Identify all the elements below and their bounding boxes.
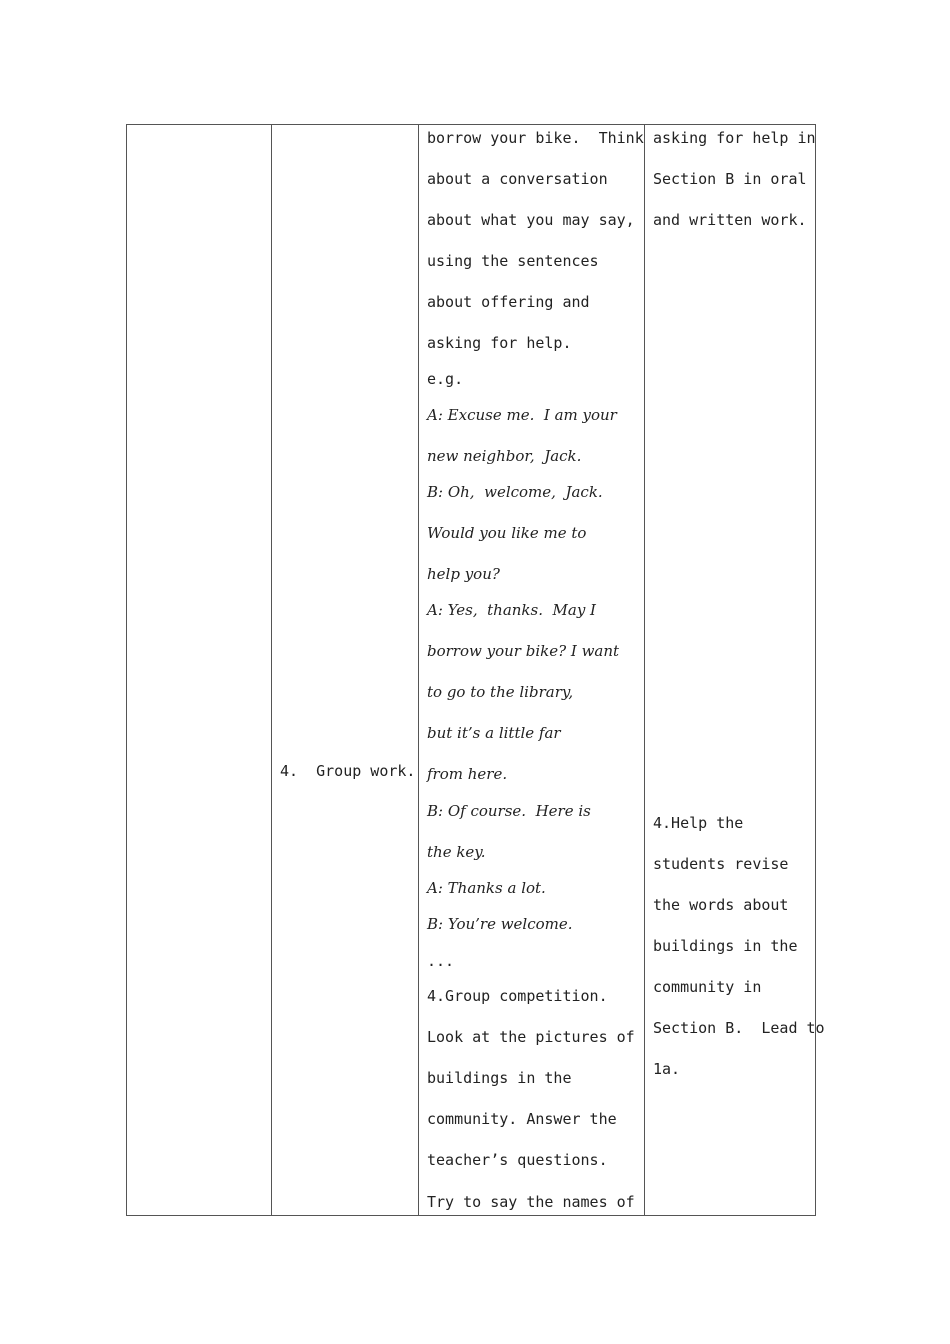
column-divider-1 (271, 125, 272, 1215)
activity-line: to go to the library, (427, 683, 574, 701)
activity-line: about offering and (427, 293, 590, 311)
activity-line: B: Of course. Here is (427, 802, 591, 820)
column-divider-3 (644, 125, 645, 1215)
activity-line: Look at the pictures of (427, 1028, 635, 1046)
activity-line: help you? (427, 565, 500, 583)
activity-line: using the sentences (427, 252, 599, 270)
activity-line: B: Oh, welcome, Jack. (427, 483, 603, 501)
activity-line: borrow your bike? I want (427, 642, 620, 660)
activity-line: ... (427, 952, 455, 970)
purpose-line: asking for help in (653, 129, 816, 147)
activity-line: about a conversation (427, 170, 608, 188)
activity-line: A: Yes, thanks. May I (427, 601, 596, 619)
activity-line: asking for help. (427, 334, 572, 352)
activity-label: 4. Group work. (280, 762, 416, 780)
lesson-plan-table (126, 124, 825, 1216)
activity-line: A: Thanks a lot. (427, 879, 546, 897)
column-divider-2 (418, 125, 419, 1215)
activity-line: Would you like me to (427, 524, 587, 542)
purpose-line: community in (653, 978, 762, 996)
purpose-line: Section B in oral (653, 170, 807, 188)
activity-line: teacher’s questions. (427, 1151, 608, 1169)
activity-line: community. Answer the (427, 1110, 617, 1128)
activity-line: from here. (427, 765, 508, 783)
activity-line: about what you may say, (427, 211, 635, 229)
purpose-line: buildings in the (653, 937, 798, 955)
purpose-line: students revise (653, 855, 789, 873)
activity-line: new neighbor, Jack. (427, 447, 582, 465)
purpose-line: 1a. (653, 1060, 681, 1078)
purpose-line: the words about (653, 896, 789, 914)
activity-line: Try to say the names of (427, 1193, 635, 1211)
activity-line: 4.Group competition. (427, 987, 608, 1005)
purpose-line: Section B. Lead to (653, 1019, 825, 1037)
student-activity-cell (427, 125, 644, 1215)
activity-line: B: You’re welcome. (427, 915, 573, 933)
activity-line: borrow your bike. Think (427, 129, 644, 147)
purpose-cell (653, 125, 825, 1215)
activity-line: but it’s a little far (427, 724, 561, 742)
purpose-line: 4.Help the (653, 814, 744, 832)
activity-line: A: Excuse me. I am your (427, 406, 617, 424)
activity-line: e.g. (427, 370, 464, 388)
activity-line: the key. (427, 843, 486, 861)
purpose-line: and written work. (653, 211, 807, 229)
activity-line: buildings in the (427, 1069, 572, 1087)
